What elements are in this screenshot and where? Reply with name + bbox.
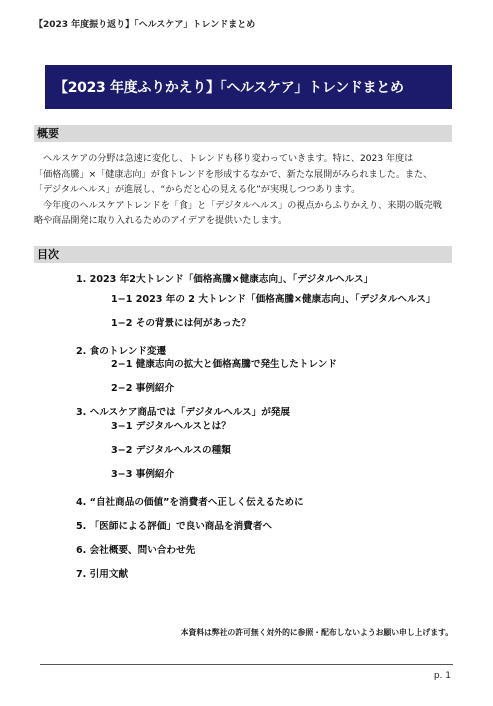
toc-entry-2[interactable]: 2. 食のトレンド変遷 — [76, 346, 167, 357]
toc-entry-1[interactable]: 1. 2023 年2大トレンド「価格高騰×健康志向」、「デジタルヘルス」 — [76, 274, 374, 285]
page-number: p. 1 — [433, 671, 451, 681]
toc-entry-5[interactable]: 5. 「医師による評価」で良い商品を消費者へ — [76, 521, 272, 532]
summary-body — [34, 152, 454, 230]
toc-entry-7[interactable]: 7. 引用文献 — [76, 569, 129, 580]
toc-entry-2-2[interactable]: 2−2 事例紹介 — [111, 383, 175, 394]
toc-entry-1-2[interactable]: 1−2 その背景には何があった？ — [111, 318, 251, 329]
footer-divider — [40, 664, 453, 665]
document-title: 【2023 年度ふりかえり】「ヘルスケア」トレンドまとめ — [54, 80, 404, 96]
summary-line: 今年度のヘルスケアトレンドを「食」と「デジタルヘルス」の視点からふりかえり、来期の販売戦 — [43, 200, 442, 211]
toc-entry-3-2[interactable]: 3−2 デジタルヘルスの種類 — [111, 445, 231, 456]
toc-entry-3[interactable]: 3. ヘルスケア商品では「デジタルヘルス」が発展 — [76, 407, 290, 418]
toc-heading: 目次 — [34, 246, 452, 263]
summary-line: 「価格高騰」×「健康志向」が食トレンドを形成するなかで、新たな展開がみられました。また、 — [34, 169, 433, 180]
running-header: 【2023 年度振り返り】「ヘルスケア」トレンドまとめ — [34, 20, 256, 30]
title-banner — [45, 65, 452, 109]
toc-entry-6[interactable]: 6. 会社概要、問い合わせ先 — [76, 545, 196, 556]
toc-entry-3-1[interactable]: 3−1 デジタルヘルスとは？ — [111, 421, 231, 432]
toc-entry-3-3[interactable]: 3−3 事例紹介 — [111, 469, 175, 480]
summary-line: ヘルスケアの分野は急速に変化し、トレンドも移り変わっていきます。特に、2023 年度は — [43, 154, 414, 164]
toc-entry-4[interactable]: 4. “自社商品の価値”を消費者へ正しく伝えるために — [76, 497, 304, 508]
summary-line: 「デジタルヘルス」が進展し、“からだと心の見える化”が実現しつつあります。 — [34, 185, 361, 195]
confidentiality-notice: 本資料は弊社の許可無く対外的に参照・配布しないようお願い申し上げます。 — [180, 628, 453, 637]
toc-entry-2-1[interactable]: 2−1 健康志向の拡大と価格高騰で発生したトレンド — [111, 359, 337, 370]
summary-line: 略や商品開発に取り入れるためのアイデアを提供いたします。 — [34, 216, 288, 226]
summary-heading: 概要 — [34, 125, 452, 142]
toc-entry-1-1[interactable]: 1−1 2023 年の 2 大トレンド「価格高騰×健康志向」、「デジタルヘルス」 — [111, 294, 436, 305]
